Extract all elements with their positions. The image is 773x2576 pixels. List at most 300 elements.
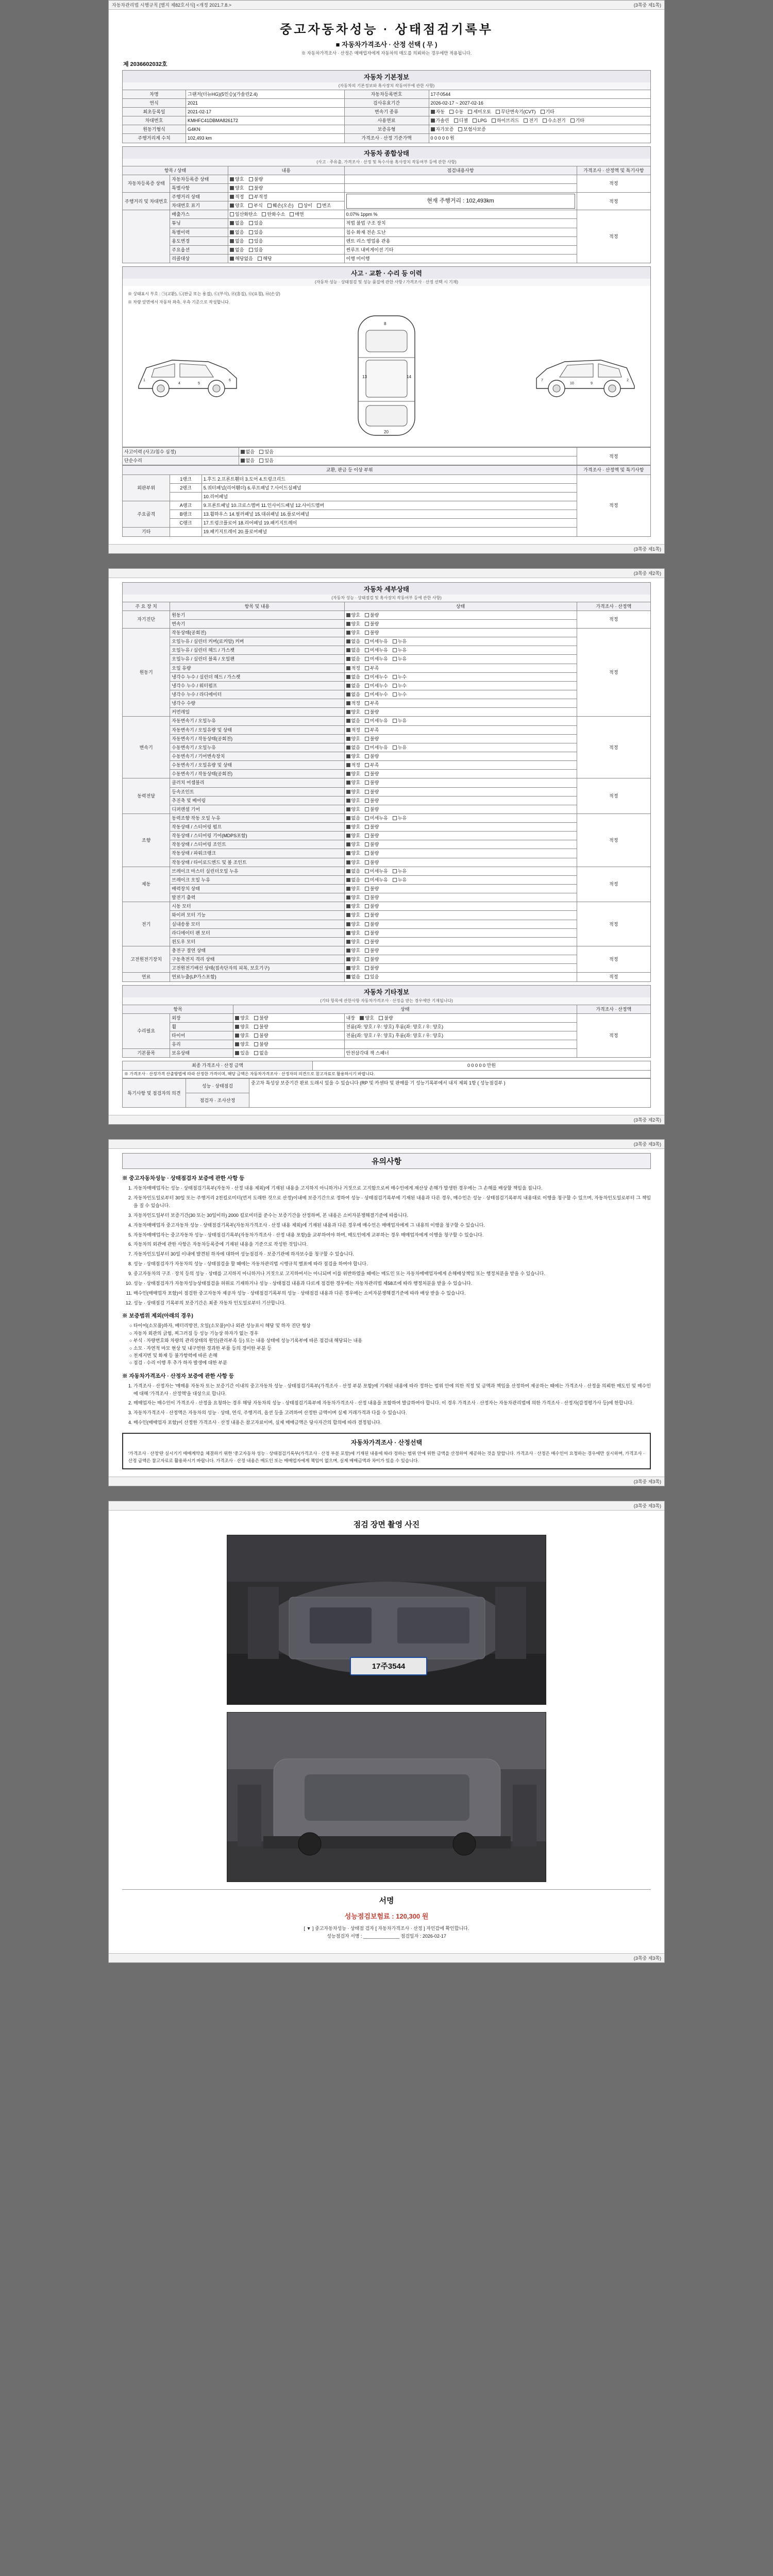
- detail-state: [344, 928, 577, 937]
- checkbox-none[interactable]: 없음: [254, 1050, 268, 1056]
- checkbox-bad[interactable]: 불량: [249, 185, 263, 191]
- underbody-photo-svg: [227, 1713, 546, 1882]
- checkbox-co[interactable]: 일산화탄소: [230, 211, 257, 217]
- checkbox-없음[interactable]: 없음: [346, 744, 360, 751]
- detail-state: [344, 867, 577, 875]
- table-row: [123, 219, 651, 228]
- checkbox-bad[interactable]: 불량: [254, 1024, 268, 1029]
- detail-item: 충전구 절연 상태: [170, 946, 344, 955]
- checkbox-불량[interactable]: 불량: [365, 833, 379, 839]
- detail-item: 라디에이터 팬 모터: [170, 928, 344, 937]
- table-row: [123, 183, 651, 192]
- table-row: [123, 1079, 651, 1093]
- checkbox-good[interactable]: 양호: [230, 185, 244, 191]
- notice-head-2: ※ 자동차가격조사 · 산정자 보증에 관한 사항 등: [122, 1372, 234, 1379]
- checkbox-양호[interactable]: 양호: [346, 612, 360, 618]
- detail-state: [344, 664, 577, 672]
- notice-exclusion-item: ○ 점검 · 수리 이행 후 추가 하자 발생에 대한 부분: [129, 1360, 227, 1366]
- checkbox-bad[interactable]: 불량: [254, 1042, 268, 1047]
- checkbox-누수[interactable]: 누수: [393, 674, 407, 680]
- table-row: [123, 681, 651, 690]
- value-inspect-period: 2026-02-17 ~ 2027-02-16: [429, 98, 651, 107]
- checkbox-improper[interactable]: 부적정: [249, 194, 267, 199]
- detail-state: [344, 725, 577, 734]
- checkbox-exists[interactable]: 있음: [249, 221, 263, 226]
- checkbox-누유[interactable]: 누유: [393, 718, 407, 724]
- checkbox-누수[interactable]: 누수: [393, 683, 407, 689]
- header-state: 상태: [344, 602, 577, 611]
- panel-rank-eval-head: 가격조사 · 산정액 및 특기사항: [577, 466, 651, 474]
- detail-state: [344, 628, 577, 637]
- checkbox-적정[interactable]: 적정: [346, 665, 360, 671]
- checkbox-bad[interactable]: 불량: [254, 1033, 268, 1038]
- detail-eval-0: 적정: [577, 611, 651, 628]
- checkbox-부족[interactable]: 부족: [365, 762, 379, 768]
- checkbox-fuel-hydrogen[interactable]: 수소전기: [543, 117, 566, 124]
- checkbox-없음[interactable]: 없음: [346, 815, 360, 821]
- checkbox-exists[interactable]: 있음: [249, 230, 263, 235]
- checkbox-none[interactable]: 없음: [241, 449, 255, 454]
- table-row: [123, 108, 651, 116]
- checkbox-양호[interactable]: 양호: [346, 709, 360, 715]
- checkbox-불량[interactable]: 불량: [365, 903, 379, 909]
- checkbox-양호[interactable]: 양호: [346, 841, 360, 848]
- fee-label: 성능점검보험료 :: [344, 1912, 394, 1920]
- checkbox-fuel-etc[interactable]: 기타: [570, 117, 584, 124]
- checkbox-fuel-gasoline[interactable]: 가솔린: [431, 117, 449, 124]
- detail-state: [344, 787, 577, 796]
- car-side-left-svg: [131, 337, 244, 414]
- checkbox-exists[interactable]: 있음: [259, 449, 273, 454]
- svg-text:20: 20: [384, 430, 389, 435]
- table-row: [123, 946, 651, 955]
- checkbox-없음[interactable]: 없음: [346, 647, 360, 653]
- checkbox-불량[interactable]: 불량: [365, 789, 379, 795]
- detail-state: [344, 734, 577, 743]
- section-detail-title: 자동차 세부상태: [122, 582, 651, 595]
- checkbox-불량[interactable]: 불량: [365, 630, 379, 636]
- rank-a-items: 9.프론트패널 10.크로스멤버 11.인사이드패널 12.사이드멤버: [201, 501, 577, 510]
- checkbox-미세누유[interactable]: 미세누유: [365, 718, 388, 724]
- checkbox-양호[interactable]: 양호: [346, 939, 360, 945]
- item-tuning: 튜닝: [170, 219, 228, 228]
- table-row: [123, 466, 651, 474]
- item-usage-change: 용도변경: [170, 236, 228, 245]
- overall-state-table: [122, 166, 651, 264]
- svg-text:10: 10: [570, 382, 574, 386]
- label-accident-history: 사고이력 (사고/침수 심정): [123, 448, 239, 456]
- checkbox-양호[interactable]: 양호: [346, 736, 360, 742]
- detail-state: [344, 955, 577, 964]
- checkbox-불량[interactable]: 불량: [365, 779, 379, 786]
- label-engine-type: 원동기형식: [123, 125, 186, 134]
- table-header-row: [123, 1005, 651, 1013]
- label-interior: 내장: [346, 1015, 355, 1021]
- checkbox-trans-cvt[interactable]: 무단변속기(CVT): [496, 109, 535, 115]
- checkbox-양호[interactable]: 양호: [346, 621, 360, 627]
- checkbox-누유[interactable]: 누유: [393, 744, 407, 751]
- checkbox-불량[interactable]: 불량: [365, 947, 379, 954]
- checkbox-없음[interactable]: 없음: [346, 683, 360, 689]
- table-row: [123, 228, 651, 236]
- checkbox-vin-different[interactable]: 상이: [298, 202, 312, 209]
- checkbox-warranty-insurer[interactable]: 보험사보증: [458, 126, 485, 132]
- checkbox-양호[interactable]: 양호: [346, 779, 360, 786]
- checkbox-양호[interactable]: 양호: [346, 753, 360, 759]
- notice-item: 7. 자동차인도일부터 30일 이내에 발견된 하자에 대하여 성능점검자 · 보증기관에 하자보수를 청구할 수 있습니다.: [133, 1250, 651, 1258]
- checkbox-미세누유[interactable]: 미세누유: [365, 647, 388, 653]
- label-reg-no: 자동차등록번호: [344, 90, 429, 98]
- checkbox-없음[interactable]: 없음: [346, 868, 360, 874]
- notice-item: 4. 자동차매매업자 중고자동차 성능 · 상태점검기록부(자동차가격조사 · 산정 내용 제외)에 기재된 내용과 다른 경우에 매수인은 매매업자에게 그 내용의 이행을 청구할 수 있습니다.: [133, 1222, 651, 1229]
- checkbox-양호[interactable]: 양호: [346, 824, 360, 830]
- table-row: [123, 255, 651, 263]
- detail-item: 발전기 출력: [170, 893, 344, 902]
- page-3-topbar: [109, 1140, 664, 1149]
- checkbox-양호[interactable]: 양호: [346, 965, 360, 971]
- checkbox-양호[interactable]: 양호: [346, 833, 360, 839]
- checkbox-불량[interactable]: 불량: [365, 621, 379, 627]
- checkbox-부족[interactable]: 부족: [365, 665, 379, 671]
- checkbox-미세누유[interactable]: 미세누유: [365, 638, 388, 645]
- section-overall-title: 자동차 종합상태: [122, 146, 651, 159]
- table-row: [123, 955, 651, 964]
- checkbox-양호[interactable]: 양호: [346, 806, 360, 812]
- checkbox-미세누유[interactable]: 미세누유: [365, 868, 388, 874]
- checkbox-applicable[interactable]: 해당: [258, 256, 272, 261]
- table-row: [123, 116, 651, 125]
- table-row: [123, 725, 651, 734]
- detail-item: 냉각수 누수 / 실린더 헤드 / 가스켓: [170, 672, 344, 681]
- table-row: [123, 1040, 651, 1049]
- detail-state: [344, 752, 577, 760]
- memo-table: [122, 1078, 651, 1108]
- section-detail-note: (자동차 성능 · 상태점검 및 혹사장치 작동여부 등에 관한 사항): [122, 595, 651, 602]
- section-basic-note: (자동차의 기본정보와 혹사장치 작동여부에 관한 사항): [122, 82, 651, 90]
- checkbox-양호[interactable]: 양호: [346, 930, 360, 936]
- checkbox-누유[interactable]: 누유: [393, 868, 407, 874]
- checkbox-none[interactable]: 없음: [230, 221, 244, 226]
- checkbox-불량[interactable]: 불량: [365, 956, 379, 962]
- table-row: [123, 911, 651, 920]
- checkbox-불량[interactable]: 불량: [365, 753, 379, 759]
- checkbox-양호[interactable]: 양호: [346, 947, 360, 954]
- checkbox-미세누유[interactable]: 미세누유: [365, 656, 388, 662]
- checkbox-good[interactable]: 양호: [235, 1033, 249, 1038]
- rank-etc-items: 19.패키지트레이 20.플로어패널: [201, 528, 577, 536]
- checkbox-fuel-ev[interactable]: 전기: [524, 117, 537, 124]
- table-row: [123, 875, 651, 884]
- table-row: [123, 734, 651, 743]
- table-row: [123, 823, 651, 832]
- checkbox-bad[interactable]: 불량: [254, 1015, 268, 1021]
- table-row: [123, 528, 651, 536]
- state-accident-history: [239, 448, 577, 456]
- value-first-reg: 2021-02-17: [186, 108, 345, 116]
- checkbox-양호[interactable]: 양호: [346, 886, 360, 892]
- checkbox-trans-etc[interactable]: 기타: [541, 109, 554, 115]
- checkbox-trans-semi[interactable]: 세미오토: [468, 109, 491, 115]
- checkbox-양호[interactable]: 양호: [346, 903, 360, 909]
- checkbox-없음[interactable]: 없음: [346, 691, 360, 698]
- checkbox-불량[interactable]: 불량: [365, 806, 379, 812]
- detail-state: [344, 717, 577, 725]
- checkbox-good[interactable]: 양호: [230, 177, 244, 182]
- state-emission: [228, 210, 345, 219]
- state-reg-state: [228, 175, 345, 183]
- checkbox-bad[interactable]: 불량: [249, 177, 263, 182]
- item-recall: 리콜대상: [170, 255, 228, 263]
- checkbox-good[interactable]: 양호: [360, 1015, 374, 1021]
- checkbox-불량[interactable]: 불량: [365, 894, 379, 901]
- checkbox-양호[interactable]: 양호: [346, 859, 360, 866]
- panel-rank-table: [122, 465, 651, 536]
- checkbox-적정[interactable]: 적정: [346, 727, 360, 733]
- table-row: [123, 501, 651, 510]
- checkbox-proper[interactable]: 적정: [230, 194, 244, 199]
- detail-item: 동력조향 작동 오일 누유: [170, 814, 344, 822]
- section-others-title: 자동차 기타정보: [122, 985, 651, 997]
- checkbox-없음[interactable]: 없음: [346, 674, 360, 680]
- checkbox-없음[interactable]: 없음: [346, 656, 360, 662]
- checkbox-부족[interactable]: 부족: [365, 700, 379, 706]
- checkbox-불량[interactable]: 불량: [365, 841, 379, 848]
- detail-item: 작동상태 / 파워크랭크: [170, 849, 344, 858]
- checkbox-fuel-hybrid[interactable]: 하이브리드: [492, 117, 519, 124]
- checkbox-미세누수[interactable]: 미세누수: [365, 691, 388, 698]
- checkbox-양호[interactable]: 양호: [346, 894, 360, 901]
- detail-tire: 전륜(좌: 양호 / 우: 양호) 후륜(좌: 양호 / 우: 양호): [344, 1031, 577, 1040]
- item-mileage-state: 주행거리 상태: [170, 193, 228, 201]
- page-subnote: ※ 자동차가격조사 · 산정은 매매업자에게 자동차의 매도를 의뢰하는 경우에만 적용됩니다.: [301, 50, 472, 56]
- checkbox-none[interactable]: 없음: [230, 247, 244, 252]
- checkbox-누수[interactable]: 누수: [393, 691, 407, 698]
- group-basic-items: 기본품목: [123, 1049, 170, 1058]
- checkbox-exists[interactable]: 있음: [249, 247, 263, 252]
- checkbox-vin-damaged[interactable]: 훼손(오손): [267, 202, 294, 209]
- rank-b-items: 13.휠하우스 14.필러패널 15.대쉬패널 16.플로어패널: [201, 510, 577, 519]
- table-row: [123, 1049, 651, 1058]
- detail-eval-1: 적정: [577, 628, 651, 716]
- checkbox-양호[interactable]: 양호: [346, 921, 360, 927]
- checkbox-없음[interactable]: 없음: [346, 877, 360, 883]
- checkbox-적정[interactable]: 적정: [346, 762, 360, 768]
- table-row: [123, 770, 651, 778]
- checkbox-불량[interactable]: 불량: [365, 939, 379, 945]
- checkbox-good[interactable]: 양호: [235, 1015, 249, 1021]
- notice-exclusion-item: ○ 자동차 외관의 긁힘, 찌그러짐 등 성능 기능상 하자가 없는 경우: [129, 1330, 259, 1336]
- table-row: [123, 973, 651, 981]
- checkbox-양호[interactable]: 양호: [346, 912, 360, 918]
- checkbox-불량[interactable]: 불량: [365, 771, 379, 777]
- checkbox-trans-auto[interactable]: 자동: [431, 109, 445, 115]
- notice-list-1: [122, 1184, 651, 1307]
- table-row: [123, 619, 651, 628]
- value-final-price: 0 0 0 0 0 만원: [313, 1061, 651, 1070]
- notice-item: 5. 자동차매매업자는 중고자동차 성능 · 상태점검기록부(자동차가격조사 · 산정 내용 포함)을 교부하여야 하며, 매도인에게 교부하는 경우 매매업자에게 이행을 청구할 수 있습니다.: [133, 1231, 651, 1239]
- label-inspect-period: 검사유효기간: [344, 98, 429, 107]
- checkbox-미세누수[interactable]: 미세누수: [365, 683, 388, 689]
- checkbox-양호[interactable]: 양호: [346, 789, 360, 795]
- checkbox-trans-manual[interactable]: 수동: [449, 109, 463, 115]
- checkbox-vin-good[interactable]: 양호: [230, 202, 244, 209]
- table-row: [123, 920, 651, 928]
- checkbox-bad[interactable]: 불량: [379, 1015, 393, 1021]
- checkbox-미세누유[interactable]: 미세누유: [365, 744, 388, 751]
- detail-item: 자동변속기 / 오일누유: [170, 717, 344, 725]
- checkbox-적정[interactable]: 적정: [346, 700, 360, 706]
- checkbox-누유[interactable]: 누유: [393, 638, 407, 645]
- svg-text:4: 4: [178, 382, 180, 386]
- detail-item: 수동변속기 / 오일유량 및 상태: [170, 761, 344, 770]
- checkbox-미세누유[interactable]: 미세누유: [365, 815, 388, 821]
- checkbox-양호[interactable]: 양호: [346, 956, 360, 962]
- checkbox-양호[interactable]: 양호: [346, 771, 360, 777]
- checkbox-good[interactable]: 양호: [235, 1024, 249, 1029]
- checkbox-vin-corrosion[interactable]: 부식: [248, 202, 262, 209]
- group-frame: 주요골격: [123, 501, 170, 527]
- detail-state: [344, 973, 577, 981]
- checkbox-누유[interactable]: 누유: [393, 815, 407, 821]
- checkbox-미세누수[interactable]: 미세누수: [365, 674, 388, 680]
- checkbox-vin-altered[interactable]: 변조: [317, 202, 331, 209]
- value-year: 2021: [186, 98, 345, 107]
- table-row: [123, 743, 651, 752]
- detail-table-body: [123, 611, 651, 981]
- detail-item: 고전원전기배선 상태(접속단자의 피복, 보호기구): [170, 964, 344, 973]
- notice-item: 1. 자동차매매업자는 성능 · 상태점검기록부(자동차 · 산정 내용 제외)에 기재된 내용을 고지하지 아니하거나 거짓으로 고지함으로써 매수인에게 재산상 손해가 발생한 경우에는 그 손해를 배상할 책임을 집니다.: [133, 1184, 651, 1192]
- table-row: [123, 236, 651, 245]
- form-legal-ref: 자동차관리법 시행규칙 [별지 제82호서식] <개정 2021.7.8.>: [112, 3, 232, 8]
- checkbox-none[interactable]: 없음: [230, 239, 244, 244]
- state-special-history: [228, 228, 345, 236]
- detail-item: 브레이크 마스터 실린더오일 누유: [170, 867, 344, 875]
- label-mileage: 주행거리계 수치: [123, 134, 186, 143]
- car-side-right-svg: [529, 337, 642, 414]
- page-3-bottombar: [109, 1477, 664, 1486]
- signature-foot: [122, 1925, 651, 1946]
- detail-state-table: [122, 602, 651, 982]
- detail-possession: 안전삼각대 잭 스패너: [344, 1049, 577, 1058]
- table-row: [123, 664, 651, 672]
- checkbox-불량[interactable]: 불량: [365, 921, 379, 927]
- page-mark-4: (3쪽중 제3쪽): [633, 1503, 661, 1509]
- detail-state: [344, 920, 577, 928]
- notice-exclusion-list: [122, 1322, 651, 1366]
- checkbox-불량[interactable]: 불량: [365, 824, 379, 830]
- checkbox-warranty-self[interactable]: 자가보증: [431, 126, 454, 132]
- table-row: [123, 814, 651, 822]
- page-3: [108, 1139, 665, 1486]
- checkbox-불량[interactable]: 불량: [365, 930, 379, 936]
- detail-state: [344, 681, 577, 690]
- notice-item: 11. 매수인(매매업자 포함)이 점검한 중고자동차 제공자 성능 · 상태점검기록부의 성능 · 상태점검 내용과 다른 경우에는 소비자분쟁해결기준에 따라 배상 받을 수 있습니다.: [133, 1290, 651, 1297]
- notice-item: 3. 자동차인도일부터 보증기간(30 또는 30일이하) 2000 킬로미터를 준수는 보증기간을 산정하며, 본 내용은 소비자분쟁해결기준에 따릅니다.: [133, 1212, 651, 1219]
- detail-item: 시동 모터: [170, 902, 344, 911]
- detail-item: 수동변속기 / 작동상태(공회전): [170, 770, 344, 778]
- notice-item-2: 4. 매수인(매매업자 포함)이 산정한 가격조사 · 산정 내용은 참고자료이며, 실제 매매금액은 당사자간의 합의에 따라 결정됩니다.: [133, 1419, 651, 1427]
- checkbox-불량[interactable]: 불량: [365, 859, 379, 866]
- checkbox-exists[interactable]: 있음: [249, 239, 263, 244]
- checkbox-없음[interactable]: 없음: [346, 638, 360, 645]
- item-vin-mark: 차대번호 표기: [170, 201, 228, 210]
- detail-group-3: 동력전달: [123, 778, 170, 814]
- checkbox-not-applicable[interactable]: 해당없음: [230, 256, 253, 261]
- checkbox-누유[interactable]: 누유: [393, 647, 407, 653]
- checkbox-good[interactable]: 양호: [235, 1042, 249, 1047]
- checkbox-fuel-diesel[interactable]: 디젤: [454, 117, 468, 124]
- checkbox-없음[interactable]: 없음: [346, 718, 360, 724]
- checkbox-양호[interactable]: 양호: [346, 850, 360, 856]
- checkbox-fuel-lpg[interactable]: LPG: [473, 117, 487, 124]
- checkbox-양호[interactable]: 양호: [346, 798, 360, 804]
- checkbox-누유[interactable]: 누유: [393, 877, 407, 883]
- checkbox-불량[interactable]: 불량: [365, 886, 379, 892]
- engine-bay-photo: [227, 1535, 546, 1705]
- header-eval: 가격조사 · 산정액: [577, 602, 651, 611]
- checkbox-none[interactable]: 없음: [230, 230, 244, 235]
- table-row: [123, 637, 651, 646]
- checkbox-불량[interactable]: 불량: [365, 850, 379, 856]
- checkbox-exists[interactable]: 있음: [235, 1050, 249, 1056]
- photo-section-title: 점검 장면 촬영 사진: [353, 1520, 420, 1529]
- checkbox-불량[interactable]: 불량: [365, 736, 379, 742]
- detail-item: 배력장치 상태: [170, 885, 344, 893]
- checkbox-양호[interactable]: 양호: [346, 630, 360, 636]
- table-row: [123, 245, 651, 254]
- table-row: [123, 98, 651, 107]
- table-row: [123, 672, 651, 681]
- checkbox-누유[interactable]: 누유: [393, 656, 407, 662]
- detail-item: 디퍼렌셜 기어: [170, 805, 344, 814]
- detail-state: [344, 690, 577, 699]
- checkbox-있음[interactable]: 있음: [365, 974, 379, 980]
- detail-item: 오일누유 / 실린더 블록 / 오일팬: [170, 655, 344, 664]
- detail-item: 브레이크 오일 누유: [170, 875, 344, 884]
- notice-exclusion-item: ○ 부식 · 차량번호와 차량의 관리상태의 원인(관리부족 등) 또는 내용 상태에 성능기록부에 따른 점검내 해당되는 내용: [129, 1338, 362, 1344]
- checkbox-smoke[interactable]: 매연: [290, 211, 304, 217]
- detail-group-1: 원동기: [123, 628, 170, 716]
- checkbox-불량[interactable]: 불량: [365, 798, 379, 804]
- checkbox-없음[interactable]: 없음: [346, 974, 360, 980]
- checkbox-불량[interactable]: 불량: [365, 709, 379, 715]
- detail-eval-4: 적정: [577, 814, 651, 867]
- checkbox-불량[interactable]: 불량: [365, 912, 379, 918]
- table-row: [123, 510, 651, 519]
- state-glass: [233, 1040, 344, 1049]
- checkbox-부족[interactable]: 부족: [365, 727, 379, 733]
- detail-group-2: 변속기: [123, 717, 170, 778]
- rank-c: C랭크: [170, 519, 202, 528]
- checkbox-불량[interactable]: 불량: [365, 612, 379, 618]
- label-memo: 특기사항 및 점검자의 의견: [123, 1079, 186, 1108]
- checkbox-불량[interactable]: 불량: [365, 965, 379, 971]
- page-2-topbar: [109, 569, 664, 578]
- item-possession: 보유상태: [170, 1049, 233, 1058]
- checkbox-미세누유[interactable]: 미세누유: [365, 877, 388, 883]
- checkbox-exists[interactable]: 있음: [259, 458, 273, 463]
- checkbox-none[interactable]: 없음: [241, 458, 255, 463]
- svg-text:6: 6: [229, 379, 231, 383]
- rank-1: 1랭크: [170, 474, 202, 483]
- checkbox-hc[interactable]: 탄화수소: [262, 211, 285, 217]
- table-row: [123, 125, 651, 134]
- memo-text: 중고차 특성상 보증기간 완료 도래시 있을 수 있습니다 (RP 및 카센타 및 판매를 기 성능기록부에서 내지 제외 1항 ( 성능점검부 ): [249, 1079, 651, 1108]
- eval-panel: 적정: [577, 474, 651, 536]
- svg-text:5: 5: [198, 382, 200, 386]
- table-row: [123, 1022, 651, 1031]
- detail-item: 냉각수 누수 / 워터펌프: [170, 681, 344, 690]
